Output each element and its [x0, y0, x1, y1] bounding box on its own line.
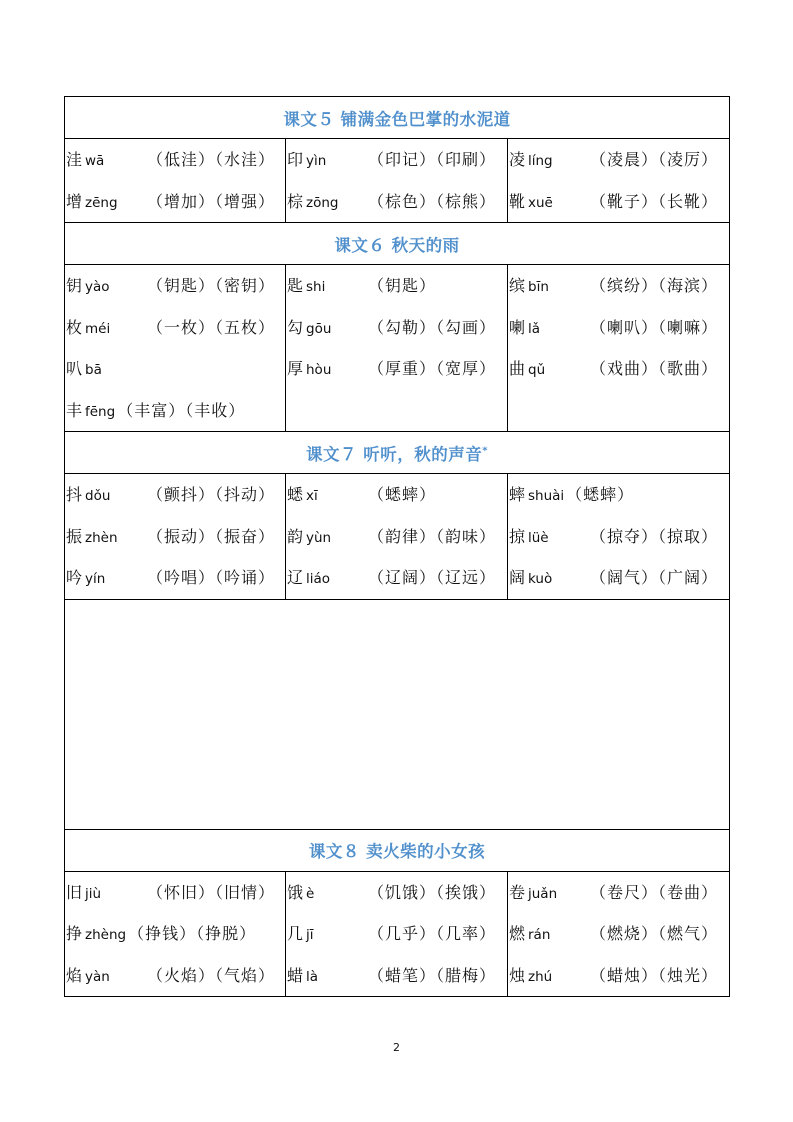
- entry-words: （戏曲）（歌曲）: [590, 359, 719, 378]
- entry-character: 增: [66, 191, 83, 211]
- word-entry: [65, 516, 285, 558]
- blank-row: [65, 599, 730, 829]
- entry-pinyin: rán: [528, 927, 551, 943]
- entry-character: 几: [287, 924, 304, 943]
- entry-character: 喇: [509, 317, 526, 337]
- entry-words: （低洼）（水洼）: [147, 150, 276, 169]
- entry-character: 洼: [66, 150, 83, 169]
- lesson-words-row: [65, 871, 730, 997]
- entry-pinyin: zhèng: [85, 927, 127, 943]
- entry-character: 蜡: [287, 965, 304, 985]
- entry-pinyin: zōng: [306, 194, 339, 211]
- word-entry: [508, 139, 729, 181]
- word-entry: [286, 265, 507, 307]
- entry-pinyin: juǎn: [528, 885, 558, 902]
- entry-words: （凌晨）（凌厉）: [590, 150, 719, 169]
- entry-words: （卷尺）（卷曲）: [590, 882, 719, 902]
- entry-character: 饿: [287, 882, 304, 902]
- entry-pinyin: lǎ: [528, 320, 541, 337]
- entry-words: （喇叭）（喇嘛）: [590, 317, 719, 337]
- entry-character: 振: [66, 526, 83, 546]
- entry-words: （靴子）（长靴）: [590, 191, 719, 211]
- word-column: [286, 474, 508, 600]
- entry-words: （几乎）（几率）: [368, 924, 497, 943]
- entry-pinyin: jiù: [85, 885, 102, 902]
- word-entry: [286, 181, 507, 223]
- word-column: [286, 265, 508, 432]
- word-entry: [508, 557, 729, 599]
- entry-words: （印记）（印刷）: [368, 150, 497, 169]
- word-column: [286, 871, 508, 997]
- lesson-title: 课文８ 卖火柴的小女孩: [308, 842, 486, 861]
- entry-pinyin: kuò: [528, 571, 553, 587]
- entry-pinyin: zēng: [85, 194, 118, 211]
- entry-words: （勾勒）（勾画）: [368, 317, 497, 337]
- entry-pinyin: hòu: [306, 362, 332, 378]
- vocabulary-table: [64, 96, 730, 997]
- entry-character: 吟: [66, 568, 83, 587]
- word-column: [508, 474, 730, 600]
- word-entry: [508, 955, 729, 997]
- entry-words: （一枚）（五枚）: [147, 317, 276, 337]
- entry-pinyin: xī: [306, 488, 318, 504]
- blank-cell: [65, 599, 730, 829]
- word-entry: [508, 265, 729, 307]
- entry-character: 阔: [509, 568, 526, 587]
- word-column: [286, 139, 508, 223]
- word-entry: [286, 139, 507, 181]
- word-column: [65, 139, 286, 223]
- word-entry: [508, 348, 729, 390]
- entry-words: （丰富）（丰收）: [117, 400, 246, 420]
- word-entry: [508, 474, 729, 516]
- word-entry: [65, 348, 285, 390]
- word-entry: [286, 557, 507, 599]
- entry-pinyin: líng: [528, 153, 553, 169]
- entry-character: 钥: [66, 276, 83, 295]
- word-entry: [65, 307, 285, 349]
- word-entry: [65, 872, 285, 914]
- entry-pinyin: yàn: [85, 968, 110, 985]
- lesson-title-row: [65, 829, 730, 871]
- entry-character: 棕: [287, 191, 304, 211]
- entry-pinyin: zhú: [528, 968, 553, 985]
- word-entry: [286, 955, 507, 997]
- lesson-words-row: [65, 139, 730, 223]
- word-entry: [286, 307, 507, 349]
- word-column: [508, 139, 730, 223]
- entry-words: （怀旧）（旧情）: [147, 882, 276, 902]
- entry-character: 丰: [66, 400, 83, 420]
- entry-pinyin: bā: [85, 362, 102, 378]
- entry-character: 抖: [66, 485, 83, 504]
- entry-character: 靴: [509, 191, 526, 211]
- entry-character: 匙: [287, 276, 304, 295]
- entry-words: （蟋蟀）: [566, 485, 635, 504]
- entry-pinyin: jī: [306, 927, 314, 943]
- entry-words: （韵律）（韵味）: [368, 526, 497, 546]
- entry-words: （钥匙）（密钥）: [147, 276, 276, 295]
- entry-character: 辽: [287, 568, 304, 587]
- word-entry: [65, 474, 285, 516]
- word-column: [65, 871, 286, 997]
- entry-pinyin: xuē: [528, 194, 553, 211]
- entry-words: （饥饿）（挨饿）: [368, 882, 497, 902]
- entry-character: 勾: [287, 317, 304, 337]
- lesson-title: 课文６ 秋天的雨: [334, 235, 460, 255]
- entry-words: （火焰）（气焰）: [147, 965, 276, 985]
- entry-character: 缤: [509, 276, 526, 295]
- entry-pinyin: bīn: [528, 279, 549, 295]
- word-entry: [65, 265, 285, 307]
- word-entry: [286, 474, 507, 516]
- entry-character: 焰: [66, 965, 83, 985]
- entry-pinyin: gōu: [306, 320, 332, 337]
- entry-words: （吟唱）（吟诵）: [147, 568, 276, 587]
- entry-words: （蜡笔）（腊梅）: [368, 965, 497, 985]
- entry-character: 曲: [509, 359, 526, 378]
- entry-words: （颤抖）（抖动）: [147, 485, 276, 504]
- entry-pinyin: lüè: [528, 529, 549, 546]
- entry-words: （辽阔）（辽远）: [368, 568, 497, 587]
- entry-character: 蟀: [509, 485, 526, 504]
- page-number: 2: [393, 1041, 400, 1054]
- word-column: [508, 871, 730, 997]
- lesson-title-cell: [65, 829, 730, 871]
- entry-words: （蜡烛）（烛光）: [590, 965, 719, 985]
- entry-character: 叭: [66, 359, 83, 378]
- entry-character: 厚: [287, 359, 304, 378]
- word-entry: [286, 913, 507, 955]
- entry-character: 挣: [66, 924, 83, 943]
- lesson-title-mark: *: [482, 445, 488, 456]
- entry-words: （挣钱）（挣脱）: [128, 924, 257, 943]
- entry-pinyin: fēng: [85, 403, 116, 420]
- entry-words: （掠夺）（掠取）: [590, 526, 719, 546]
- word-column: [65, 474, 286, 600]
- word-entry: [508, 913, 729, 955]
- word-entry: [286, 348, 507, 390]
- lesson-title: 课文７ 听听，秋的声音: [306, 444, 483, 464]
- entry-character: 掠: [509, 526, 526, 546]
- word-column: [508, 265, 730, 432]
- lesson-words-row: [65, 265, 730, 432]
- word-entry: [65, 390, 285, 432]
- entry-pinyin: là: [306, 968, 319, 985]
- word-column: [65, 265, 286, 432]
- entry-character: 烛: [509, 965, 526, 985]
- word-entry: [65, 139, 285, 181]
- entry-pinyin: wā: [85, 153, 105, 169]
- entry-words: （钥匙）: [368, 276, 437, 295]
- entry-words: （厚重）（宽厚）: [368, 359, 497, 378]
- entry-words: （棕色）（棕熊）: [368, 191, 497, 211]
- entry-pinyin: yìn: [306, 153, 327, 169]
- word-entry: [65, 557, 285, 599]
- entry-character: 燃: [509, 924, 526, 943]
- word-entry: [65, 181, 285, 223]
- entry-pinyin: yín: [85, 571, 106, 587]
- entry-pinyin: yào: [85, 279, 110, 295]
- word-entry: [508, 516, 729, 558]
- lesson-title-cell: [65, 223, 730, 265]
- lesson-title: 课文５ 铺满金色巴掌的水泥道: [283, 109, 511, 129]
- entry-words: （燃烧）（燃气）: [590, 924, 719, 943]
- entry-words: （振动）（振奋）: [147, 526, 276, 546]
- entry-character: 旧: [66, 882, 83, 902]
- lesson-words-row: [65, 474, 730, 600]
- word-entry: [508, 872, 729, 914]
- entry-pinyin: dǒu: [85, 488, 111, 504]
- entry-character: 韵: [287, 526, 304, 546]
- entry-pinyin: shuài: [528, 488, 565, 504]
- entry-words: （阔气）（广阔）: [590, 568, 719, 587]
- entry-pinyin: méi: [85, 320, 111, 337]
- word-entry: [508, 181, 729, 223]
- lesson-title-cell: [65, 97, 730, 139]
- entry-words: （增加）（增强）: [147, 191, 276, 211]
- word-entry: [286, 872, 507, 914]
- word-entry: [286, 516, 507, 558]
- entry-pinyin: liáo: [306, 571, 331, 587]
- entry-words: （缤纷）（海滨）: [590, 276, 719, 295]
- entry-character: 蟋: [287, 485, 304, 504]
- entry-character: 卷: [509, 882, 526, 902]
- entry-words: （蟋蟀）: [368, 485, 437, 504]
- lesson-title-row: [65, 223, 730, 265]
- entry-pinyin: qǔ: [528, 362, 546, 378]
- lesson-title-cell: [65, 432, 730, 474]
- entry-pinyin: zhèn: [85, 529, 118, 546]
- lesson-title-row: [65, 97, 730, 139]
- entry-character: 凌: [509, 150, 526, 169]
- entry-pinyin: è: [306, 885, 315, 902]
- entry-pinyin: shi: [306, 279, 326, 295]
- word-entry: [65, 913, 285, 955]
- lesson-title-row: [65, 432, 730, 474]
- entry-character: 印: [287, 150, 304, 169]
- entry-pinyin: yùn: [306, 529, 332, 546]
- entry-character: 枚: [66, 317, 83, 337]
- word-entry: [508, 307, 729, 349]
- word-entry: [65, 955, 285, 997]
